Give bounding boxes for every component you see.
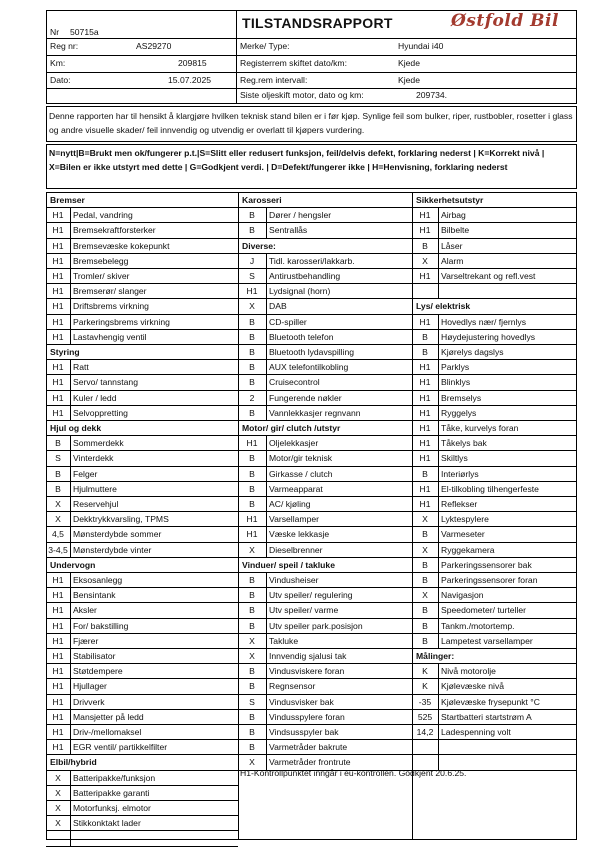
description-text: Denne rapporten har til hensikt å klargjøre hvilken teknisk stand bilen er i før kjøp. Synlige feil som bulker, riper, rustbobler, rosetter i glass og andre visuelle skader/ feil innvendig og utvendig er overlatt til kjøpers vurdering.: [49, 111, 573, 135]
status-code: K: [422, 666, 428, 677]
status-code: H1: [246, 438, 258, 449]
checklist-item-label: Bensintank: [73, 590, 116, 601]
status-code: X: [55, 787, 61, 798]
checklist-item-label: Lastavhengig ventil: [73, 331, 147, 342]
checklist-item-label: Sentrallås: [269, 225, 308, 236]
checklist-item-label: Varmeapparat: [269, 483, 323, 494]
status-code: B: [249, 681, 255, 692]
checklist-item-label: Bremserør/ slanger: [73, 286, 147, 297]
footer-note: H1-Kontrollpunktet inngår i eu-kontrollen. Godkjent 20.6.25.: [240, 768, 467, 778]
checklist-item-label: Kjørelys dagslys: [441, 347, 504, 357]
checklist-item-label: Drivverk: [73, 696, 105, 707]
checklist-item-label: Mønsterdybde sommer: [73, 529, 162, 540]
checklist-item-label: Mansjetter på ledd: [73, 711, 144, 722]
status-code: H1: [419, 423, 431, 433]
olje-label: Siste oljeskift motor, dato og km:: [240, 90, 364, 100]
status-code: H1: [52, 605, 64, 616]
status-code: B: [422, 605, 428, 616]
checklist-item-label: Cruisecontrol: [269, 377, 320, 388]
checklist-item-label: AUX telefontilkobling: [269, 362, 349, 373]
checklist-item-label: Alarm: [441, 255, 464, 266]
status-code: B: [422, 620, 428, 631]
checklist-item-label: DAB: [269, 301, 287, 312]
checklist-item-label: Kuler / ledd: [73, 392, 117, 403]
status-code: H1: [52, 590, 64, 601]
status-code: B: [55, 468, 61, 479]
status-code: B: [55, 438, 61, 449]
checklist-item-label: Tåkelys bak: [441, 438, 487, 449]
checklist-item-label: Bremsevæske kokepunkt: [73, 240, 170, 251]
section-heading: Motor/ gir/ clutch /utstyr: [242, 423, 341, 433]
status-code: B: [55, 483, 61, 494]
status-code: S: [55, 453, 61, 464]
section-heading: Styring: [50, 347, 80, 357]
status-code: B: [422, 331, 428, 342]
status-code: H1: [52, 286, 64, 297]
checklist-item-label: Eksosanlegg: [73, 575, 123, 585]
status-code: H1: [52, 392, 64, 403]
checklist-item-label: Vindsusspyler bak: [269, 727, 339, 737]
merke-label: Merke/ Type:: [240, 41, 290, 51]
checklist-item-label: Felger: [73, 468, 98, 479]
status-code: H1: [52, 620, 64, 631]
status-code: B: [249, 377, 255, 388]
status-code: 525: [417, 711, 433, 722]
checklist-item-label: Lampetest varsellamper: [441, 635, 533, 646]
checklist-item-label: Lyktespylere: [441, 514, 489, 525]
status-code: X: [249, 757, 255, 768]
checklist-item-label: Varmeseter: [441, 529, 485, 540]
brand-logo: Østfold Bil: [451, 11, 559, 31]
intervall-label: Reg.rem intervall:: [240, 75, 308, 85]
checklist-item-label: Navigasjon: [441, 590, 484, 601]
status-code: H1: [419, 225, 431, 236]
checklist-item-label: Kjølevæske frysepunkt °C: [441, 696, 540, 707]
checklist-item-label: AC/ kjøling: [269, 499, 311, 509]
status-code: H1: [52, 316, 64, 327]
status-code: H1: [419, 392, 431, 403]
status-code: B: [422, 575, 428, 585]
status-code: X: [55, 818, 61, 829]
checklist-item-label: Dekktrykkvarsling, TPMS: [73, 514, 169, 525]
merke-value: Hyundai i40: [398, 41, 444, 51]
skiftet-value: Kjede: [398, 58, 420, 68]
status-code: H1: [52, 240, 64, 251]
checklist-item-label: Selvoppretting: [73, 407, 128, 418]
checklist-item-label: Varmetråder bakrute: [269, 742, 348, 753]
checklist-item-label: Varsellamper: [269, 514, 319, 525]
km-value: 209815: [178, 58, 207, 68]
status-code: X: [249, 301, 255, 312]
status-code: B: [422, 635, 428, 646]
status-code: B: [249, 666, 255, 677]
checklist-item-label: Pedal, vandring: [73, 210, 133, 221]
status-code: X: [422, 255, 428, 266]
section-heading: Hjul og dekk: [50, 423, 102, 433]
checklist-item-label: Tidl. karosseri/lakkarb.: [269, 255, 355, 266]
status-code: H1: [419, 271, 431, 281]
checklist-item-label: Fungerende nøkler: [269, 392, 342, 403]
status-code: B: [249, 742, 255, 753]
status-code: H1: [52, 575, 64, 585]
status-code: H1: [52, 255, 64, 266]
status-code: B: [249, 347, 255, 357]
checklist-item-label: Bluetooth lydavspilling: [269, 347, 355, 357]
checklist-item-label: Vindusheiser: [269, 575, 319, 585]
reg-label: Reg nr:: [50, 41, 79, 51]
status-code: H1: [52, 210, 64, 221]
status-code: B: [249, 362, 255, 373]
checklist-item-label: Motor/gir teknisk: [269, 453, 333, 464]
section-heading: Bremser: [50, 195, 85, 205]
status-code: B: [249, 575, 255, 585]
status-code: -35: [418, 696, 432, 707]
checklist-item-label: Hjulmuttere: [73, 483, 117, 494]
checklist-item-label: For/ bakstilling: [73, 620, 129, 631]
checklist-item-label: Lydsignal (horn): [269, 286, 331, 297]
checklist-item-label: CD-spiller: [269, 316, 307, 327]
status-code: S: [249, 696, 255, 707]
status-code: H1: [52, 407, 64, 418]
checklist-item-label: Speedometer/ turteller: [441, 605, 527, 616]
status-code: H1: [246, 529, 258, 540]
checklist-item-label: Vindusspylere foran: [269, 711, 345, 722]
status-code: X: [55, 514, 61, 525]
status-code: B: [422, 347, 428, 357]
status-code: H1: [52, 681, 64, 692]
status-code: H1: [52, 727, 64, 737]
intervall-value: Kjede: [398, 75, 420, 85]
status-code: 2: [249, 392, 255, 403]
skiftet-label: Registerrem skiftet dato/km:: [240, 58, 347, 68]
checklist-item-label: Stikkonktakt lader: [73, 818, 141, 829]
status-code: H1: [52, 742, 64, 753]
status-code: B: [249, 620, 255, 631]
checklist-item-label: Innvendig sjalusi tak: [269, 651, 347, 661]
km-label: Km:: [50, 58, 66, 68]
checklist-item-label: Regnsensor: [269, 681, 316, 692]
checklist-item-label: Interiørlys: [441, 468, 479, 479]
checklist-item-label: Hjullager: [73, 681, 107, 692]
checklist-item-label: Ryggelys: [441, 407, 477, 418]
checklist-item-label: Startbatteri startstrøm A: [441, 711, 532, 722]
status-code: H1: [52, 711, 64, 722]
status-code: H1: [419, 483, 431, 494]
checklist-item-label: Stabilisator: [73, 651, 116, 661]
checklist-item-label: Dieselbrenner: [269, 544, 323, 555]
checklist-item-label: Airbag: [441, 210, 466, 221]
status-code: H1: [52, 331, 64, 342]
status-code: H1: [419, 210, 431, 221]
status-code: B: [249, 407, 255, 418]
nr-value: 50715a: [70, 27, 99, 37]
status-code: B: [249, 590, 255, 601]
status-code: H1: [419, 407, 431, 418]
status-code: H1: [52, 696, 64, 707]
checklist-item-label: Parkeringssensorer bak: [441, 559, 532, 570]
status-code: H1: [419, 438, 431, 449]
checklist-item-label: Servo/ tannstang: [73, 377, 138, 388]
checklist-item-label: Ratt: [73, 362, 89, 373]
checklist-item-label: Væske lekkasje: [269, 529, 330, 540]
checklist-item-label: Vindusvisker bak: [269, 696, 334, 707]
checklist-item-label: Bremsebelegg: [73, 255, 129, 266]
checklist-item-label: EGR ventil/ partikkelfilter: [73, 742, 168, 753]
status-code: B: [249, 316, 255, 327]
section-heading: Elbil/hybrid: [50, 757, 97, 768]
dato-value: 15.07.2025: [168, 75, 212, 85]
status-code: X: [55, 499, 61, 509]
status-code: X: [249, 544, 255, 555]
status-code: B: [249, 210, 255, 221]
reg-value: AS29270: [136, 41, 172, 51]
nr-label: Nr: [50, 27, 60, 37]
checklist-item-label: Vannlekkasjer regnvann: [269, 407, 361, 418]
checklist-item-label: Girkasse / clutch: [269, 468, 333, 479]
status-code: S: [249, 271, 255, 281]
checklist-item-label: Driftsbrems virkning: [73, 301, 149, 312]
checklist-item-label: Antirustbehandling: [269, 271, 341, 281]
status-code: H1: [419, 362, 431, 373]
status-code: B: [249, 711, 255, 722]
checklist-item-label: Utv speiler park.posisjon: [269, 620, 363, 631]
status-code: H1: [419, 453, 431, 464]
status-code: H1: [419, 499, 431, 509]
status-code: H1: [52, 635, 64, 646]
checklist-item-label: Batteripakke garanti: [73, 787, 150, 798]
status-code: 4,5: [52, 529, 64, 540]
status-code: B: [249, 605, 255, 616]
checklist-item-label: Parkeringssensorer foran: [441, 575, 538, 585]
checklist-item-label: Skiltlys: [441, 453, 468, 464]
legend-text: N=nytt|B=Brukt men ok/fungerer p.t.|S=Slitt eller redusert funksjon, feil/delvis defekt, forklaring nederst | K=Korrekt nivå | X=Bilen er ikke utstyrt med dette | G=Godkjent verdi. | D=Defekt/fungerer ikke | H=Henvisning, forklaring nederst: [49, 148, 545, 172]
status-code: H1: [52, 651, 64, 661]
status-code: H1: [52, 225, 64, 236]
status-code: H1: [52, 301, 64, 312]
checklist-item-label: Ladespenning volt: [441, 727, 511, 737]
checklist-item-label: Tromler/ skiver: [73, 271, 130, 281]
checklist-item-label: Blinklys: [441, 377, 471, 388]
section-heading: Undervogn: [50, 559, 96, 570]
checklist-item-label: Kjølevæske nivå: [441, 681, 505, 692]
checklist-item-label: Låser: [441, 240, 463, 251]
checklist-item-label: Tåke, kurvelys foran: [441, 423, 519, 433]
status-code: H1: [52, 271, 64, 281]
checklist-item-label: Støtdempere: [73, 666, 123, 677]
olje-value: 209734.: [416, 90, 448, 100]
section-heading: Karosseri: [242, 195, 282, 205]
section-heading: Lys/ elektrisk: [416, 301, 471, 312]
checklist-item-label: Ryggekamera: [441, 544, 495, 555]
section-heading: Målinger:: [416, 651, 455, 661]
status-code: X: [249, 651, 255, 661]
section-heading: Diverse:: [242, 240, 276, 251]
checklist-item-label: Bremselys: [441, 392, 482, 403]
checklist-item-label: Nivå motorolje: [441, 666, 496, 677]
checklist-item-label: Oljelekkasjer: [269, 438, 319, 449]
checklist-item-label: Takluke: [269, 635, 299, 646]
checklist-item-label: Motorfunksj. elmotor: [73, 803, 151, 813]
checklist-item-label: Sommerdekk: [73, 438, 124, 449]
checklist-item-label: Parklys: [441, 362, 470, 373]
status-code: 14,2: [416, 727, 434, 737]
status-code: H1: [52, 362, 64, 373]
checklist-item-label: Mønsterdybde vinter: [73, 544, 152, 555]
status-code: J: [249, 255, 255, 266]
status-code: B: [249, 483, 255, 494]
status-code: H1: [246, 514, 258, 525]
status-code: H1: [52, 377, 64, 388]
checklist-item-label: Utv speiler/ varme: [269, 605, 339, 616]
checklist-item-label: Dører / hengsler: [269, 210, 332, 221]
status-code: B: [422, 468, 428, 479]
checklist-item-label: Reservehjul: [73, 499, 119, 509]
checklist-item-label: Bilbelte: [441, 225, 470, 236]
checklist-item-label: Vindusviskere foran: [269, 666, 345, 677]
status-code: B: [249, 468, 255, 479]
report-title: TILSTANDSRAPPORT: [242, 15, 393, 31]
status-code: B: [249, 225, 255, 236]
status-code: B: [249, 727, 255, 737]
checklist-item-label: Aksler: [73, 605, 97, 616]
checklist-item-label: Reflekser: [441, 499, 478, 509]
status-code: X: [422, 544, 428, 555]
dato-label: Dato:: [50, 75, 71, 85]
status-code: B: [249, 331, 255, 342]
status-code: 3-4,5: [48, 544, 68, 555]
checklist-item-label: Varseltrekant og refl.vest: [441, 271, 536, 281]
checklist-item-label: Høydejustering hovedlys: [441, 331, 536, 342]
checklist-item-label: Fjærer: [73, 635, 99, 646]
status-code: B: [422, 529, 428, 540]
status-code: X: [55, 803, 61, 813]
checklist-item-label: Tankm./motortemp.: [441, 620, 515, 631]
status-code: X: [55, 772, 61, 783]
checklist-item-label: Bluetooth telefon: [269, 331, 334, 342]
status-code: B: [249, 499, 255, 509]
status-code: B: [422, 240, 428, 251]
section-heading: Vinduer/ speil / takluke: [242, 559, 335, 570]
status-code: H1: [52, 666, 64, 677]
status-code: H1: [246, 286, 258, 297]
checklist-item-label: El-tilkobling tilhengerfeste: [441, 483, 539, 494]
status-code: X: [422, 514, 428, 525]
checklist-item-label: Hovedlys nær/ fjernlys: [441, 316, 527, 327]
status-code: H1: [419, 377, 431, 388]
checklist-item-label: Bremsekraftforsterker: [73, 225, 156, 236]
checklist-item-label: Utv speiler/ regulering: [269, 590, 353, 601]
checklist-item-label: Varmetråder frontrute: [269, 757, 351, 768]
status-code: K: [422, 681, 428, 692]
checklist-item-label: Driv-/mellomaksel: [73, 727, 142, 737]
checklist-item-label: Parkeringsbrems virkning: [73, 316, 170, 327]
checklist-item-label: Vinterdekk: [73, 453, 114, 464]
status-code: B: [422, 559, 428, 570]
status-code: H1: [419, 316, 431, 327]
section-heading: Sikkerhetsutstyr: [416, 195, 484, 205]
status-code: X: [249, 635, 255, 646]
status-code: X: [422, 590, 428, 601]
status-code: B: [249, 453, 255, 464]
checklist-item-label: Batteripakke/funksjon: [73, 772, 156, 783]
